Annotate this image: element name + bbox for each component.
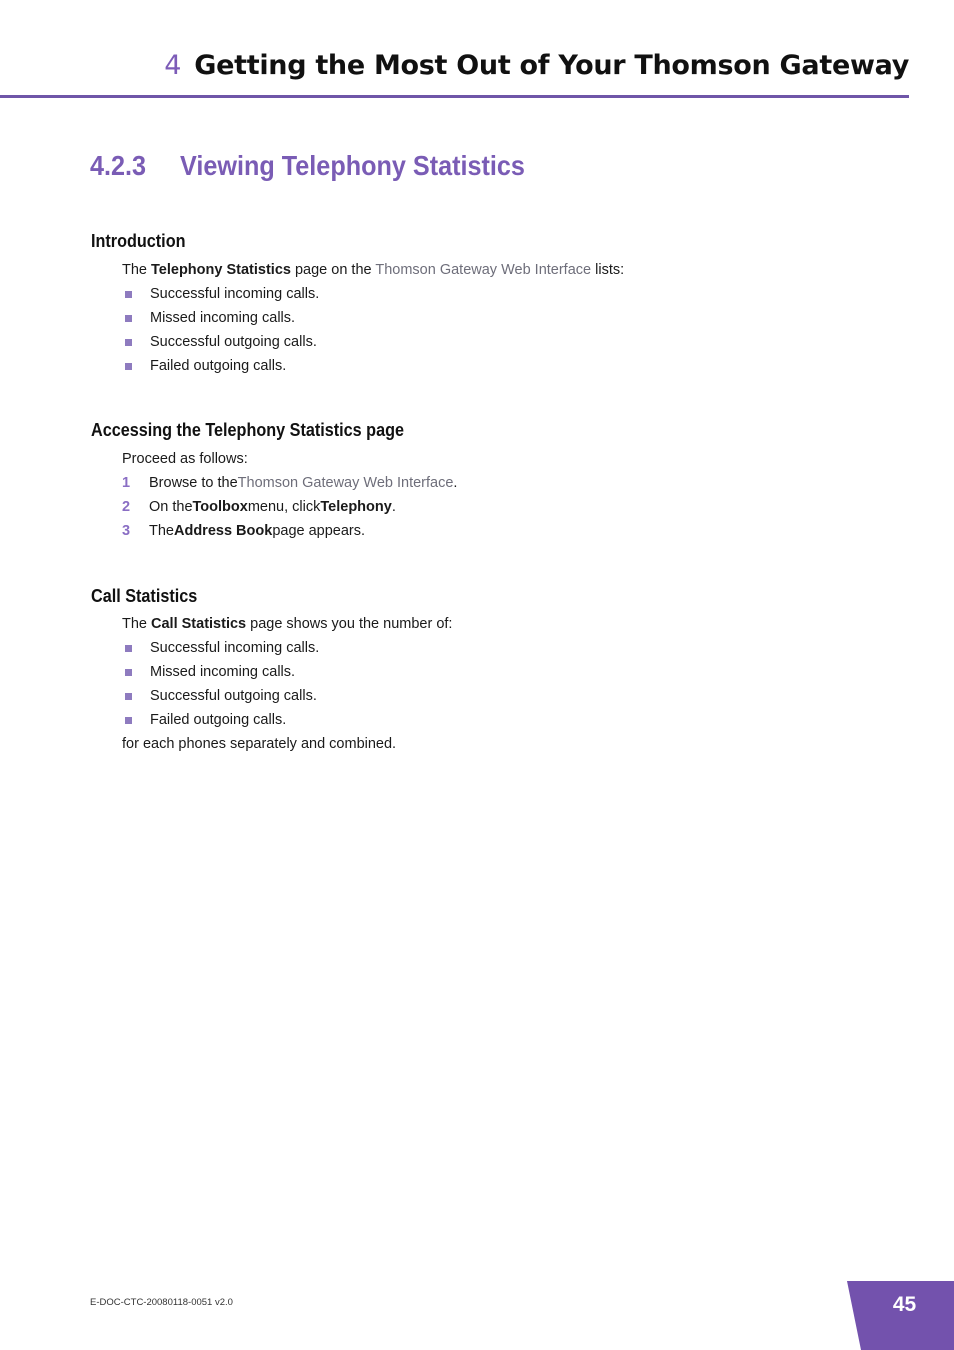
list-item-text: Successful incoming calls. [150,640,320,656]
list-item-text: Failed outgoing calls. [150,712,287,728]
document-id: E-DOC-CTC-20080118-0051 v2.0 [90,1297,233,1308]
bullet-icon [125,339,132,346]
list-item-text: Failed outgoing calls. [150,358,287,374]
call-statistics-heading: Call Statistics [91,586,198,606]
step-number: 1 [122,475,131,491]
text: On the [149,499,193,515]
section-number: 4.2.3 [90,150,147,181]
text: page on the [290,262,376,278]
text: The [122,262,152,278]
step-number: 3 [122,523,131,539]
step-number: 2 [122,499,131,515]
list-item-text: Missed incoming calls. [150,310,296,326]
list-item [122,334,317,350]
chapter-header [164,50,909,81]
list-item [122,688,317,704]
list-item-text: Missed incoming calls. [150,664,296,680]
text: page appears. [272,523,366,539]
section-title [90,150,525,182]
bullet-icon [125,363,132,370]
page-number: 45 [892,1293,917,1316]
step-item [122,523,365,539]
bullet-icon [125,669,132,676]
list-item [122,358,286,374]
bold-text: Telephony [320,499,392,515]
bullet-icon [125,693,132,700]
web-interface-link[interactable]: Thomson Gateway Web Interface [237,475,454,491]
accessing-lead: Proceed as follows: [122,451,248,467]
text: menu, click [247,499,321,515]
list-item-text: Successful outgoing calls. [150,688,317,704]
bold-text: Call Statistics [151,616,247,632]
header-rule [0,95,909,98]
page-number-tab [847,1281,954,1350]
list-item [122,664,295,680]
step-item [122,475,457,491]
text: The [149,523,174,539]
list-item-text: Successful outgoing calls. [150,334,317,350]
text: . [453,475,458,491]
text: lists: [591,262,625,278]
chapter-title: Getting the Most Out of Your Thomson Gateway [194,50,909,81]
accessing-heading: Accessing the Telephony Statistics page [91,420,404,440]
bullet-icon [125,291,132,298]
list-item [122,712,286,728]
bullet-icon [125,645,132,652]
text: The [122,616,152,632]
list-item-text: Successful incoming calls. [150,286,320,302]
call-statistics-closing: for each phones separately and combined. [122,736,397,752]
step-item [122,499,396,515]
text: page shows you the number of: [246,616,453,632]
section-title-text: Viewing Telephony Statistics [180,150,525,181]
list-item [122,640,319,656]
call-statistics-lead [122,616,452,632]
text: Browse to the [149,475,238,491]
list-item [122,310,295,326]
bullet-icon [125,315,132,322]
list-item [122,286,319,302]
bold-text: Telephony Statistics [151,262,291,278]
bold-text: Toolbox [192,499,248,515]
bold-text: Address Book [174,523,273,539]
introduction-heading: Introduction [91,231,186,251]
web-interface-link[interactable]: Thomson Gateway Web Interface [375,262,592,278]
introduction-lead [122,262,624,278]
bullet-icon [125,717,132,724]
text: . [391,499,396,515]
chapter-number: 4 [164,50,182,81]
